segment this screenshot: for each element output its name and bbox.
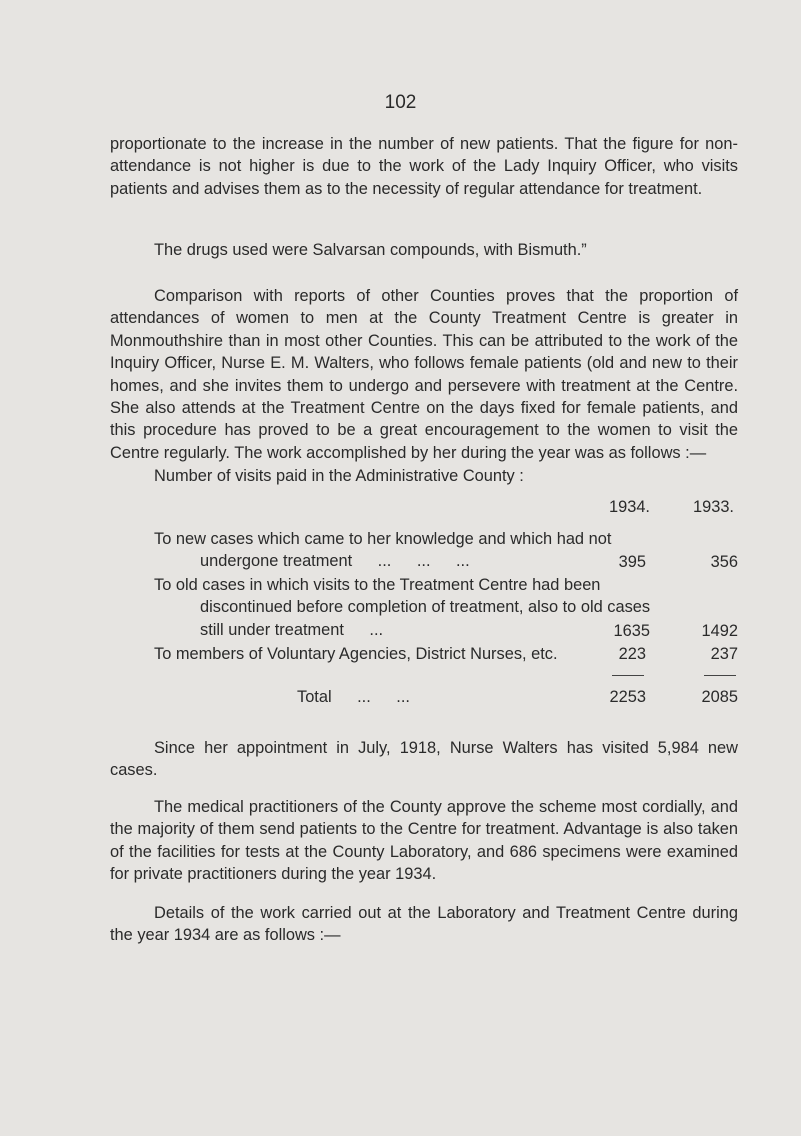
row-3-1934: 223 bbox=[618, 645, 646, 663]
year-1933-header: 1933. bbox=[692, 498, 734, 516]
paragraph-4: Since her appointment in July, 1918, Nurse Walters has visited 5,984 new cases. bbox=[110, 739, 738, 780]
total-label: Total ... ... bbox=[297, 688, 410, 706]
total-1934: 2253 bbox=[609, 688, 646, 706]
row-3-label: To members of Voluntary Agencies, District Nurses, etc. bbox=[154, 645, 558, 663]
total-rule-1933 bbox=[704, 675, 736, 676]
table-row-label bbox=[154, 528, 668, 573]
row-2-1933: 1492 bbox=[701, 622, 738, 640]
table-row-label bbox=[154, 643, 668, 665]
paragraph-5: The medical practitioners of the County approve the scheme most cordially, and the majority of them send patients to the Centre for treatment. Advantage is also taken of the facilities for tests at the County Laboratory, and 686 specimens were examined for private practitioners during the year 1934. bbox=[110, 798, 738, 884]
row-2-label: To old cases in which visits to the Treatment Centre had been discontinued before completion of treatment, also to old cases still under treatment ... bbox=[154, 576, 651, 639]
page-number: 102 bbox=[384, 92, 417, 113]
year-1934-header: 1934. bbox=[608, 498, 650, 516]
paragraph-3: Comparison with reports of other Counties proves that the proportion of attendances of women to men at the County Treatment Centre is greater in Monmouthshire than in most other Counties. This can be attributed to the work of the Inquiry Officer, Nurse E. M. Walters, who follows female patients (old and new to their homes, and she invites them to undergo and persevere with treatment at the Centre. She also attends at the Treatment Centre on the days fixed for female patients, and this procedure has proved to be a great encouragement to the women to visit the Centre regularly. The work accomplished by her during the year was as follows :— bbox=[110, 287, 738, 462]
paragraph-6: Details of the work carried out at the Laboratory and Treatment Centre during the year 1934 are as follows :— bbox=[110, 904, 738, 945]
row-2-1934: 1635 bbox=[613, 622, 650, 640]
row-3-1933: 237 bbox=[710, 645, 738, 663]
table-row-label bbox=[154, 574, 668, 641]
paragraph-2: The drugs used were Salvarsan compounds, with Bismuth.” bbox=[154, 241, 587, 259]
row-1-label: To new cases which came to her knowledge and which had not undergone treatment ... ... ... bbox=[154, 530, 612, 571]
table-heading: Number of visits paid in the Administrative County : bbox=[154, 467, 524, 485]
total-rule-1934 bbox=[612, 675, 644, 676]
paragraph-1: proportionate to the increase in the number of new patients. That the figure for non-attendance is not higher is due to the work of the Lady Inquiry Officer, who visits patients and advises them as to the necessity of regular attendance for treatment. bbox=[110, 135, 738, 198]
row-1-1933: 356 bbox=[710, 553, 738, 571]
row-1-1934: 395 bbox=[618, 553, 646, 571]
total-1933: 2085 bbox=[701, 688, 738, 706]
